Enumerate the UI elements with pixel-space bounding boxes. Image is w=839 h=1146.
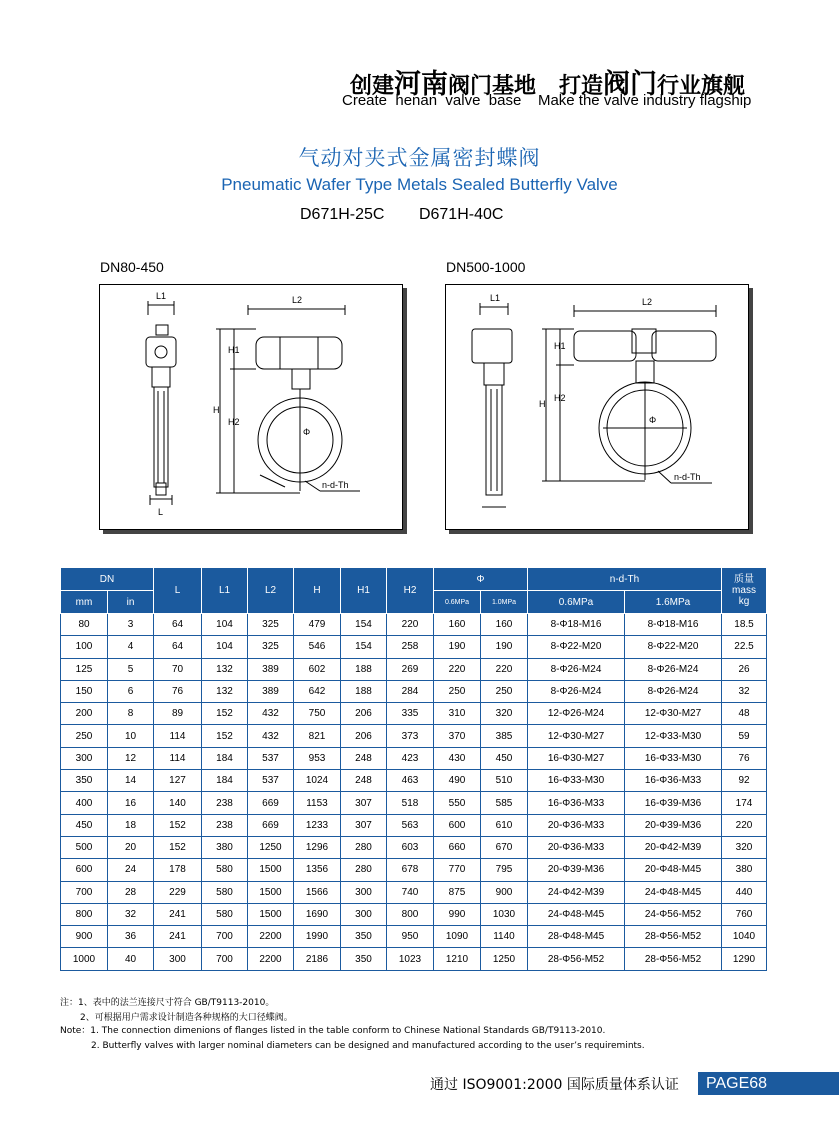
- table-cell: 70: [154, 658, 202, 680]
- table-cell: 389: [248, 658, 294, 680]
- table-cell: 8-Φ22-M20: [528, 636, 625, 658]
- table-cell: 1140: [481, 926, 528, 948]
- dim-label-H: H: [539, 399, 546, 409]
- table-row: [61, 926, 767, 948]
- table-cell: 5: [108, 658, 154, 680]
- table-cell: 580: [202, 903, 248, 925]
- table-cell: 12-Φ30-M27: [528, 725, 625, 747]
- table-cell: 89: [154, 703, 202, 725]
- table-cell: 307: [341, 814, 387, 836]
- table-cell: 518: [387, 792, 434, 814]
- table-cell: 32: [108, 903, 154, 925]
- header-L2: L2: [248, 568, 294, 614]
- table-cell: 432: [248, 703, 294, 725]
- table-cell: 100: [61, 636, 108, 658]
- table-row: [61, 881, 767, 903]
- table-cell: 563: [387, 814, 434, 836]
- table-cell: 229: [154, 881, 202, 903]
- slogan-part: 打造: [559, 74, 604, 99]
- table-cell: 114: [154, 725, 202, 747]
- table-cell: 642: [294, 680, 341, 702]
- table-cell: 152: [154, 836, 202, 858]
- header-phi: Φ: [434, 568, 528, 591]
- table-cell: 1566: [294, 881, 341, 903]
- table-cell: 479: [294, 614, 341, 636]
- table-cell: 2200: [248, 948, 294, 970]
- table-cell: 284: [387, 680, 434, 702]
- table-row: [61, 814, 767, 836]
- table-cell: 8-Φ26-M24: [625, 658, 722, 680]
- table-cell: 1233: [294, 814, 341, 836]
- table-cell: 546: [294, 636, 341, 658]
- slogan-emphasis: 阀门: [603, 69, 658, 100]
- header-mass-unit: kg: [738, 596, 750, 607]
- table-cell: 250: [61, 725, 108, 747]
- table-cell: 24: [108, 859, 154, 881]
- specification-table-body: [61, 614, 767, 971]
- table-cell: 1500: [248, 903, 294, 925]
- table-cell: 740: [387, 881, 434, 903]
- table-cell: 150: [61, 680, 108, 702]
- table-cell: 206: [341, 703, 387, 725]
- table-cell: 250: [434, 680, 481, 702]
- table-cell: 389: [248, 680, 294, 702]
- table-row: [61, 747, 767, 769]
- header-L: L: [154, 568, 202, 614]
- table-cell: 350: [341, 926, 387, 948]
- table-cell: 220: [387, 614, 434, 636]
- table-cell: 12-Φ30-M27: [625, 703, 722, 725]
- model-numbers: [300, 206, 503, 224]
- table-cell: 152: [202, 725, 248, 747]
- table-cell: 300: [154, 948, 202, 970]
- table-cell: 18: [108, 814, 154, 836]
- table-row: [61, 903, 767, 925]
- note-cn-1: 注：1、表中的法兰连接尺寸符合 GB/T9113-2010。: [60, 998, 275, 1008]
- table-cell: 1250: [248, 836, 294, 858]
- table-cell: 335: [387, 703, 434, 725]
- table-cell: 59: [722, 725, 767, 747]
- table-cell: 400: [61, 792, 108, 814]
- table-cell: 500: [61, 836, 108, 858]
- table-cell: 1090: [434, 926, 481, 948]
- table-cell: 350: [61, 770, 108, 792]
- table-cell: 1030: [481, 903, 528, 925]
- dim-label-H1: H1: [554, 341, 566, 351]
- table-cell: 16-Φ36-M33: [625, 770, 722, 792]
- table-cell: 8-Φ26-M24: [528, 680, 625, 702]
- table-cell: 550: [434, 792, 481, 814]
- dim-label-H: H: [213, 405, 220, 415]
- table-cell: 800: [387, 903, 434, 925]
- model-number: D671H-25C: [300, 206, 385, 223]
- table-cell: 320: [722, 836, 767, 858]
- dim-label-L1: L1: [156, 291, 167, 301]
- table-row: [61, 614, 767, 636]
- table-cell: 20-Φ42-M39: [625, 836, 722, 858]
- header-mass-en: mass: [732, 585, 756, 596]
- table-cell: 490: [434, 770, 481, 792]
- table-cell: 432: [248, 725, 294, 747]
- table-cell: 188: [341, 680, 387, 702]
- table-cell: 250: [481, 680, 528, 702]
- table-cell: 1024: [294, 770, 341, 792]
- table-cell: 510: [481, 770, 528, 792]
- table-cell: 238: [202, 814, 248, 836]
- table-cell: 248: [341, 770, 387, 792]
- table-cell: 385: [481, 725, 528, 747]
- table-cell: 1690: [294, 903, 341, 925]
- table-cell: 132: [202, 680, 248, 702]
- table-cell: 8: [108, 703, 154, 725]
- notes-chinese: [60, 996, 293, 1026]
- table-cell: 14: [108, 770, 154, 792]
- table-cell: 26: [722, 658, 767, 680]
- header-mm: mm: [61, 591, 108, 614]
- dim-label-L: L: [158, 507, 164, 517]
- table-cell: 36: [108, 926, 154, 948]
- header-dn: DN: [61, 568, 154, 591]
- table-cell: 2186: [294, 948, 341, 970]
- table-cell: 12-Φ26-M24: [528, 703, 625, 725]
- table-cell: 700: [202, 948, 248, 970]
- table-cell: 990: [434, 903, 481, 925]
- table-cell: 320: [481, 703, 528, 725]
- table-cell: 537: [248, 770, 294, 792]
- slogan-english: Create henan valve base Make the valve industry flagship: [342, 92, 752, 109]
- product-title-chinese: 气动对夹式金属密封蝶阀: [298, 146, 541, 170]
- table-cell: 380: [722, 859, 767, 881]
- table-cell: 580: [202, 859, 248, 881]
- table-cell: 8-Φ26-M24: [625, 680, 722, 702]
- table-row: [61, 859, 767, 881]
- table-cell: 241: [154, 926, 202, 948]
- table-cell: 16: [108, 792, 154, 814]
- dim-label-ndth: n-d-Th: [674, 472, 701, 482]
- table-cell: 220: [434, 658, 481, 680]
- iso-certification: 通过 ISO9001:2000 国际质量体系认证: [430, 1077, 679, 1093]
- table-cell: 300: [61, 747, 108, 769]
- table-cell: 24-Φ48-M45: [625, 881, 722, 903]
- dim-label-H2: H2: [228, 417, 240, 427]
- table-cell: 28-Φ48-M45: [528, 926, 625, 948]
- table-cell: 12: [108, 747, 154, 769]
- table-cell: 160: [434, 614, 481, 636]
- table-cell: 678: [387, 859, 434, 881]
- header-ndth-06: 0.6MPa: [528, 591, 625, 614]
- table-cell: 953: [294, 747, 341, 769]
- table-cell: 1023: [387, 948, 434, 970]
- table-cell: 20-Φ36-M33: [528, 814, 625, 836]
- table-cell: 750: [294, 703, 341, 725]
- dim-label-phi: Φ: [303, 427, 311, 437]
- dim-label-L2: L2: [642, 297, 653, 307]
- table-cell: 76: [154, 680, 202, 702]
- table-cell: 16-Φ30-M27: [528, 747, 625, 769]
- specification-table: [60, 567, 767, 971]
- table-row: [61, 948, 767, 970]
- product-title-english: Pneumatic Wafer Type Metals Sealed Butterfly Valve: [221, 175, 618, 194]
- table-cell: 16-Φ33-M30: [625, 747, 722, 769]
- table-cell: 28-Φ56-M52: [625, 948, 722, 970]
- table-cell: 1990: [294, 926, 341, 948]
- table-cell: 700: [202, 926, 248, 948]
- table-cell: 24-Φ56-M52: [625, 903, 722, 925]
- header-H1: H1: [341, 568, 387, 614]
- table-cell: 28-Φ56-M52: [625, 926, 722, 948]
- header-ndth: n-d-Th: [528, 568, 722, 591]
- table-cell: 188: [341, 658, 387, 680]
- table-cell: 127: [154, 770, 202, 792]
- table-cell: 132: [202, 658, 248, 680]
- table-cell: 32: [722, 680, 767, 702]
- table-cell: 269: [387, 658, 434, 680]
- table-cell: 373: [387, 725, 434, 747]
- table-cell: 1290: [722, 948, 767, 970]
- table-cell: 423: [387, 747, 434, 769]
- valve-drawing-large-svg: [446, 285, 748, 529]
- drawing-range-small: DN80-450: [100, 259, 164, 275]
- table-cell: 8-Φ26-M24: [528, 658, 625, 680]
- note-en-2: 2. Butterfly valves with larger nominal diameters can be designed and manufactured according to the user’s requiremints.: [91, 1041, 645, 1051]
- table-cell: 190: [481, 636, 528, 658]
- table-cell: 258: [387, 636, 434, 658]
- table-cell: 603: [387, 836, 434, 858]
- table-cell: 2200: [248, 926, 294, 948]
- table-cell: 1356: [294, 859, 341, 881]
- table-row: [61, 725, 767, 747]
- table-row: [61, 703, 767, 725]
- table-row: [61, 792, 767, 814]
- notes-english: [60, 1024, 645, 1054]
- table-cell: 28: [108, 881, 154, 903]
- table-cell: 8-Φ18-M16: [625, 614, 722, 636]
- table-cell: 670: [481, 836, 528, 858]
- table-cell: 64: [154, 614, 202, 636]
- table-cell: 1250: [481, 948, 528, 970]
- table-cell: 602: [294, 658, 341, 680]
- table-cell: 140: [154, 792, 202, 814]
- table-cell: 8-Φ18-M16: [528, 614, 625, 636]
- table-cell: 20-Φ39-M36: [528, 859, 625, 881]
- page-number: PAGE68: [698, 1072, 839, 1095]
- table-row: [61, 636, 767, 658]
- model-number: D671H-40C: [418, 206, 504, 223]
- table-cell: 325: [248, 614, 294, 636]
- table-cell: 4: [108, 636, 154, 658]
- table-cell: 669: [248, 792, 294, 814]
- table-cell: 178: [154, 859, 202, 881]
- table-cell: 154: [341, 614, 387, 636]
- header-H2: H2: [387, 568, 434, 614]
- table-cell: 12-Φ33-M30: [625, 725, 722, 747]
- table-cell: 152: [154, 814, 202, 836]
- table-cell: 1210: [434, 948, 481, 970]
- table-cell: 770: [434, 859, 481, 881]
- header-mass: [722, 568, 767, 614]
- dim-label-phi: Φ: [649, 415, 657, 425]
- table-row: [61, 680, 767, 702]
- table-cell: 248: [341, 747, 387, 769]
- technical-drawing-small: [99, 284, 403, 530]
- table-cell: 450: [61, 814, 108, 836]
- table-cell: 1040: [722, 926, 767, 948]
- header-phi-06: 0.6MPa: [434, 591, 481, 614]
- table-cell: 370: [434, 725, 481, 747]
- table-cell: 307: [341, 792, 387, 814]
- table-cell: 22.5: [722, 636, 767, 658]
- table-cell: 220: [481, 658, 528, 680]
- table-cell: 20-Φ36-M33: [528, 836, 625, 858]
- table-cell: 1500: [248, 881, 294, 903]
- dim-label-H2: H2: [554, 393, 566, 403]
- header-mass-cn: 质量: [734, 574, 754, 585]
- table-cell: 875: [434, 881, 481, 903]
- table-cell: 24-Φ48-M45: [528, 903, 625, 925]
- table-cell: 104: [202, 614, 248, 636]
- slogan-part: 阀门基地: [448, 74, 537, 99]
- table-cell: 300: [341, 881, 387, 903]
- note-cn-2: 2、可根据用户需求设计制造各种规格的大口径蝶阀。: [80, 1013, 293, 1023]
- table-cell: 20: [108, 836, 154, 858]
- table-cell: 220: [722, 814, 767, 836]
- valve-drawing-small-svg: [100, 285, 402, 529]
- table-cell: 16-Φ36-M33: [528, 792, 625, 814]
- table-cell: 580: [202, 881, 248, 903]
- table-cell: 241: [154, 903, 202, 925]
- table-cell: 40: [108, 948, 154, 970]
- drawing-range-large: DN500-1000: [446, 259, 526, 275]
- table-cell: 8-Φ22-M20: [625, 636, 722, 658]
- header-ndth-16: 1.6MPa: [625, 591, 722, 614]
- table-cell: 20-Φ48-M45: [625, 859, 722, 881]
- table-cell: 238: [202, 792, 248, 814]
- table-cell: 1000: [61, 948, 108, 970]
- table-cell: 325: [248, 636, 294, 658]
- table-cell: 28-Φ56-M52: [528, 948, 625, 970]
- table-cell: 430: [434, 747, 481, 769]
- table-cell: 6: [108, 680, 154, 702]
- table-cell: 900: [481, 881, 528, 903]
- technical-drawing-large: [445, 284, 749, 530]
- table-cell: 450: [481, 747, 528, 769]
- table-cell: 184: [202, 747, 248, 769]
- table-cell: 16-Φ39-M36: [625, 792, 722, 814]
- table-row: [61, 658, 767, 680]
- dim-label-H1: H1: [228, 345, 240, 355]
- table-cell: 125: [61, 658, 108, 680]
- table-cell: 114: [154, 747, 202, 769]
- table-cell: 350: [341, 948, 387, 970]
- slogan-part: 创建: [350, 74, 395, 99]
- table-row: [61, 836, 767, 858]
- table-cell: 24-Φ42-M39: [528, 881, 625, 903]
- header-in: in: [108, 591, 154, 614]
- table-cell: 20-Φ39-M36: [625, 814, 722, 836]
- table-cell: 1296: [294, 836, 341, 858]
- table-cell: 950: [387, 926, 434, 948]
- table-cell: 16-Φ33-M30: [528, 770, 625, 792]
- table-cell: 10: [108, 725, 154, 747]
- table-cell: 900: [61, 926, 108, 948]
- dim-label-L1: L1: [490, 293, 501, 303]
- table-cell: 463: [387, 770, 434, 792]
- table-cell: 104: [202, 636, 248, 658]
- table-cell: 610: [481, 814, 528, 836]
- table-cell: 600: [434, 814, 481, 836]
- table-cell: 1500: [248, 859, 294, 881]
- table-cell: 440: [722, 881, 767, 903]
- table-cell: 76: [722, 747, 767, 769]
- table-cell: 48: [722, 703, 767, 725]
- table-cell: 64: [154, 636, 202, 658]
- table-cell: 184: [202, 770, 248, 792]
- table-cell: 669: [248, 814, 294, 836]
- table-cell: 92: [722, 770, 767, 792]
- slogan-part: 行业旗舰: [657, 74, 746, 99]
- note-en-1: Note：1. The connection dimenions of flanges listed in the table conform to Chinese National Standards GB/T9113-2010.: [60, 1026, 606, 1036]
- header-phi-10: 1.0MPa: [481, 591, 528, 614]
- table-cell: 174: [722, 792, 767, 814]
- table-cell: 537: [248, 747, 294, 769]
- table-cell: 280: [341, 836, 387, 858]
- table-cell: 160: [481, 614, 528, 636]
- table-cell: 660: [434, 836, 481, 858]
- table-cell: 280: [341, 859, 387, 881]
- header-L1: L1: [202, 568, 248, 614]
- table-cell: 300: [341, 903, 387, 925]
- header-H: H: [294, 568, 341, 614]
- table-cell: 310: [434, 703, 481, 725]
- table-cell: 190: [434, 636, 481, 658]
- table-cell: 200: [61, 703, 108, 725]
- table-cell: 154: [341, 636, 387, 658]
- table-cell: 18.5: [722, 614, 767, 636]
- table-cell: 700: [61, 881, 108, 903]
- table-cell: 152: [202, 703, 248, 725]
- table-cell: 80: [61, 614, 108, 636]
- table-cell: 585: [481, 792, 528, 814]
- table-cell: 3: [108, 614, 154, 636]
- table-cell: 821: [294, 725, 341, 747]
- table-row: [61, 770, 767, 792]
- table-cell: 795: [481, 859, 528, 881]
- table-cell: 800: [61, 903, 108, 925]
- slogan-emphasis: 河南: [394, 69, 449, 100]
- table-cell: 760: [722, 903, 767, 925]
- table-cell: 600: [61, 859, 108, 881]
- dim-label-ndth: n-d-Th: [322, 480, 349, 490]
- dim-label-L2: L2: [292, 295, 303, 305]
- table-cell: 380: [202, 836, 248, 858]
- table-cell: 1153: [294, 792, 341, 814]
- table-cell: 206: [341, 725, 387, 747]
